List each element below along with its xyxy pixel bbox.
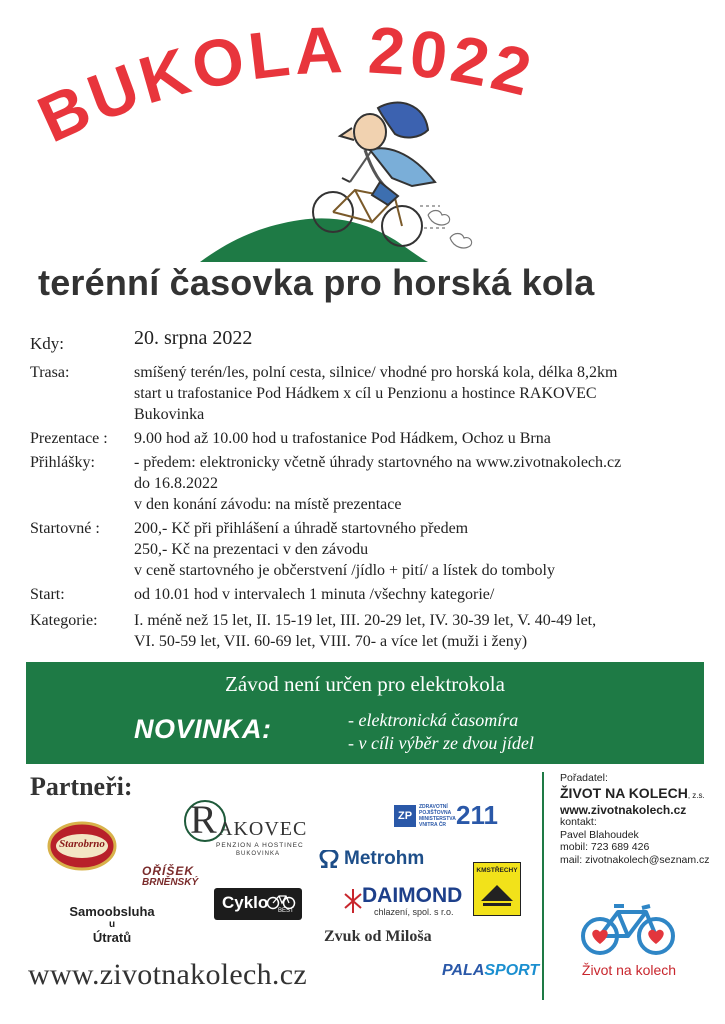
palasport-text2: SPORT <box>484 962 540 979</box>
partners-heading: Partneři: <box>30 772 133 801</box>
novinka-item: - v cíli výběr ze dvou jídel <box>348 733 534 753</box>
organizer-name: ŽIVOT NA KOLECH <box>560 784 688 801</box>
label-kdy: Kdy: <box>30 334 64 353</box>
prezentace-line: 9.00 hod až 10.00 hod u trafostanice Pod Hádkem, Ochoz u Brna <box>134 430 551 447</box>
label-kategorie: Kategorie: <box>30 612 98 629</box>
label-trasa: Trasa: <box>30 364 70 381</box>
vertical-divider <box>542 772 544 1000</box>
label-prezentace: Prezentace : <box>30 430 108 447</box>
novinka-label: NOVINKA: <box>134 714 272 744</box>
metrohm-omega-icon <box>318 850 340 868</box>
novinka-list <box>348 709 534 755</box>
value-start <box>134 584 714 605</box>
cyklobest-best: BEST <box>278 908 294 914</box>
value-trasa <box>134 362 714 425</box>
zivot-na-kolech-text: Život na kolech <box>581 962 677 978</box>
zpmv-line: POJIŠŤOVNA <box>419 810 452 816</box>
organizer-person: Pavel Blahoudek <box>560 828 639 841</box>
label-prihlasky: Přihlášky: <box>30 454 95 471</box>
poster-subtitle: terénní časovka pro horská kola <box>38 262 595 303</box>
trasa-line: start u trafostanice Pod Hádkem x cíl u Penzionu a hostince RAKOVEC <box>134 385 597 402</box>
samoobsluha-line: Samoobsluha <box>69 904 155 919</box>
snowflake-icon <box>344 888 362 914</box>
organizer-label: Pořadatel: <box>560 772 608 784</box>
startovne-line: v ceně startovného je občerstvení /jídlo + pití/ a lístek do tomboly <box>134 562 555 579</box>
organizer-name-line <box>560 785 710 804</box>
daimond-sub: chlazení, spol. s r.o. <box>374 907 454 917</box>
zpmv-number: 211 <box>456 800 498 830</box>
organizer-block <box>560 772 710 866</box>
rakovec-sub2: BUKOVINKA <box>236 851 281 857</box>
poster-title: BUKOLA 2022 <box>27 12 542 157</box>
zivot-na-kolech-logo <box>574 902 684 986</box>
value-kdy: 20. srpna 2022 <box>134 327 253 349</box>
zpmv-line: VNITRA ČR <box>419 822 447 828</box>
zpmv-square-icon: ZP <box>394 805 416 827</box>
palasport-logo <box>442 962 540 990</box>
label-startovne: Startovné : <box>30 520 100 537</box>
samoobsluha-logo <box>62 904 162 954</box>
palasport-text1: PALA <box>442 962 485 979</box>
zpmv-logo <box>394 802 504 832</box>
label-start: Start: <box>30 586 65 603</box>
samoobsluha-line: u <box>108 919 116 930</box>
daimond-text: DAIMOND <box>362 884 463 907</box>
organizer-web[interactable]: www.zivotnakolech.cz <box>560 802 687 817</box>
kategorie-line: VI. 50-59 let, VII. 60-69 let, VIII. 70- a více let (muži i ženy) <box>134 633 528 650</box>
value-prezentace <box>134 428 714 449</box>
kategorie-line: I. méně než 15 let, II. 15-19 let, III. 20-29 let, IV. 30-39 let, V. 40-49 let, <box>134 612 597 629</box>
novinka-item: - elektronická časomíra <box>348 710 519 730</box>
zvuk-logo: Zvuk od Miloša <box>324 928 432 945</box>
news-banner <box>26 662 704 764</box>
zpmv-line: MINISTERSTVA <box>419 816 456 822</box>
zpmv-line: ZDRAVOTNÍ <box>419 804 448 810</box>
orisek-logo <box>142 864 202 892</box>
rakovec-name: AKOVEC <box>218 818 308 840</box>
dust-clouds <box>420 206 472 248</box>
value-startovne <box>134 518 714 581</box>
prihlasky-line: v den konání závodu: na místě prezentace <box>134 496 402 513</box>
samoobsluha-line: Útratů <box>92 930 132 945</box>
rakovec-sub1: PENZION A HOSTINEC <box>216 842 304 849</box>
kmstrechy-text: KMSTŘECHY <box>476 867 518 874</box>
roof-icon <box>479 879 515 909</box>
green-hill <box>200 218 428 262</box>
cyklobest-text: Cyklo <box>222 893 269 912</box>
startovne-line: 250,- Kč na prezentaci v den závodu <box>134 541 369 558</box>
prihlasky-line: do 16.8.2022 <box>134 475 218 492</box>
heart-bicycle-icon <box>578 902 678 958</box>
rakovec-letter: R <box>190 797 217 842</box>
organizer-suffix: , z.s. <box>687 790 705 800</box>
zpmv-text <box>419 804 456 828</box>
value-kategorie <box>134 610 714 652</box>
orisek-line1: OŘÍŠEK <box>142 864 195 878</box>
no-ebike-notice: Závod není určen pro elektrokola <box>225 672 505 696</box>
value-prihlasky <box>134 452 714 515</box>
daimond-logo <box>344 884 464 918</box>
metrohm-text: Metrohm <box>344 848 425 869</box>
cyklobest-logo <box>214 888 302 920</box>
trasa-line: smíšený terén/les, polní cesta, silnice/ vhodné pro horská kola, délka 8,2km <box>134 364 618 381</box>
trasa-line: Bukovinka <box>134 406 205 423</box>
organizer-mobile: mobil: 723 689 426 <box>560 841 650 853</box>
organizer-contact-label: kontakt: <box>560 816 597 828</box>
rakovec-logo <box>184 797 308 862</box>
prihlasky-line: - předem: elektronicky včetně úhrady startovného na www.zivotnakolech.cz <box>134 454 622 471</box>
footer-website[interactable]: www.zivotnakolech.cz <box>28 958 307 991</box>
metrohm-logo <box>318 846 428 872</box>
startovne-line: 200,- Kč při přihlášení a úhradě startovného předem <box>134 520 469 537</box>
organizer-email[interactable]: mail: zivotnakolech@seznam.cz <box>560 853 710 866</box>
starobrno-logo <box>46 820 118 872</box>
header-artwork <box>0 0 725 270</box>
kmstrechy-logo <box>473 862 521 916</box>
orisek-line2: BRNĚNSKÝ <box>142 877 199 888</box>
start-line: od 10.01 hod v intervalech 1 minuta /všechny kategorie/ <box>134 586 495 603</box>
starobrno-text: Starobrno <box>59 838 105 850</box>
